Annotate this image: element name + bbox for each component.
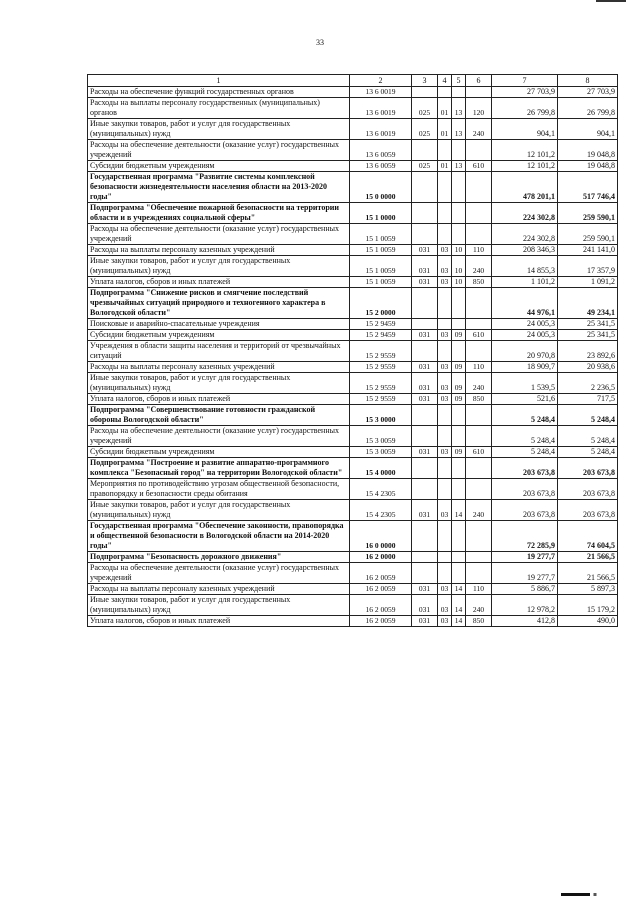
cell-c4: 03 [438,584,452,595]
cell-c5: 09 [452,362,466,373]
cell-code: 15 1 0059 [350,224,412,245]
cell-v8: 203 673,8 [558,458,618,479]
cell-v7: 20 970,8 [492,341,558,362]
cell-c5 [452,224,466,245]
table-row [88,172,618,203]
cell-c4 [438,479,452,500]
cell-c5 [452,458,466,479]
cell-c4: 03 [438,362,452,373]
cell-c6: 610 [466,330,492,341]
scan-bottom-mark [561,893,609,896]
cell-c6 [466,479,492,500]
cell-code: 15 3 0000 [350,405,412,426]
cell-c6: 240 [466,256,492,277]
cell-v8: 5 248,4 [558,447,618,458]
cell-c3: 025 [412,119,438,140]
cell-v8: 5 248,4 [558,405,618,426]
cell-code: 16 2 0059 [350,563,412,584]
cell-c3 [412,140,438,161]
table-row [88,341,618,362]
cell-c3: 031 [412,277,438,288]
cell-c4 [438,341,452,362]
cell-name: Расходы на обеспечение деятельности (оказание услуг) государственных учреждений [88,224,350,245]
table-row [88,224,618,245]
cell-c6: 850 [466,394,492,405]
cell-name: Расходы на выплаты персоналу казенных учреждений [88,245,350,256]
cell-code: 15 2 9559 [350,394,412,405]
cell-c5 [452,341,466,362]
table-row [88,447,618,458]
cell-c3: 031 [412,584,438,595]
cell-c3: 025 [412,161,438,172]
cell-code: 15 2 9559 [350,341,412,362]
cell-name: Расходы на обеспечение деятельности (оказание услуг) государственных учреждений [88,140,350,161]
cell-v7: 5 248,4 [492,405,558,426]
cell-code: 13 6 0019 [350,87,412,98]
cell-c5: 09 [452,394,466,405]
table-row [88,521,618,552]
cell-code: 15 4 2305 [350,479,412,500]
cell-v7: 26 799,8 [492,98,558,119]
cell-c5 [452,426,466,447]
cell-v7: 224 302,8 [492,203,558,224]
header-cell: 3 [412,75,438,87]
cell-code: 15 0 0000 [350,172,412,203]
table-row [88,616,618,627]
cell-v7: 24 005,3 [492,319,558,330]
cell-c3: 031 [412,447,438,458]
cell-v7: 27 703,9 [492,87,558,98]
cell-c3 [412,479,438,500]
cell-c3 [412,341,438,362]
cell-code: 15 1 0000 [350,203,412,224]
cell-c5: 14 [452,616,466,627]
cell-c6 [466,288,492,319]
cell-name: Субсидии бюджетным учреждениям [88,330,350,341]
cell-v7: 203 673,8 [492,458,558,479]
cell-c3 [412,521,438,552]
table-row [88,203,618,224]
scan-corner-mark [596,0,626,2]
table-row [88,394,618,405]
cell-c4 [438,288,452,319]
header-cell: 7 [492,75,558,87]
cell-v8: 259 590,1 [558,203,618,224]
cell-c5: 14 [452,500,466,521]
cell-c3 [412,426,438,447]
table-row [88,552,618,563]
table-row [88,500,618,521]
cell-code: 16 2 0000 [350,552,412,563]
cell-c6 [466,405,492,426]
cell-c5 [452,521,466,552]
cell-v7: 14 855,3 [492,256,558,277]
cell-c3 [412,552,438,563]
cell-c4: 03 [438,394,452,405]
table-header-row [88,75,618,87]
cell-c4 [438,319,452,330]
cell-c3: 031 [412,394,438,405]
cell-name: Расходы на обеспечение деятельности (оказание услуг) государственных учреждений [88,563,350,584]
cell-name: Государственная программа "Обеспечение законности, правопорядка и общественной безопасности в Вологодской области на 2014-2020 годы" [88,521,350,552]
cell-code: 16 2 0059 [350,584,412,595]
cell-c3: 031 [412,256,438,277]
cell-c4: 01 [438,161,452,172]
cell-c6 [466,552,492,563]
cell-c3: 031 [412,500,438,521]
cell-c6 [466,140,492,161]
table-row [88,245,618,256]
table-row [88,98,618,119]
cell-v8: 241 141,0 [558,245,618,256]
cell-v7: 5 248,4 [492,426,558,447]
cell-name: Расходы на выплаты персоналу казенных учреждений [88,362,350,373]
cell-v7: 208 346,3 [492,245,558,256]
table-row [88,405,618,426]
header-cell: 4 [438,75,452,87]
cell-c4 [438,140,452,161]
cell-c5: 09 [452,447,466,458]
cell-c6: 240 [466,500,492,521]
table-row [88,426,618,447]
cell-c6 [466,203,492,224]
cell-code: 15 2 9459 [350,330,412,341]
cell-v8: 15 179,2 [558,595,618,616]
cell-c6 [466,458,492,479]
cell-v8: 5 897,3 [558,584,618,595]
cell-v7: 12 101,2 [492,140,558,161]
cell-v8: 203 673,8 [558,500,618,521]
cell-v7: 203 673,8 [492,479,558,500]
cell-c4: 03 [438,447,452,458]
cell-c5 [452,479,466,500]
cell-c5: 13 [452,98,466,119]
cell-code: 15 2 9559 [350,362,412,373]
cell-v8: 490,0 [558,616,618,627]
cell-c6 [466,319,492,330]
cell-c6: 240 [466,119,492,140]
page-number: 33 [316,38,324,47]
cell-code: 15 2 0000 [350,288,412,319]
cell-name: Подпрограмма "Безопасность дорожного движения" [88,552,350,563]
cell-c4: 03 [438,245,452,256]
cell-v8: 26 799,8 [558,98,618,119]
cell-v8: 517 746,4 [558,172,618,203]
table-row [88,458,618,479]
cell-name: Подпрограмма "Снижение рисков и смягчение последствий чрезвычайных ситуаций природного и техногенного характера в Вологодской области" [88,288,350,319]
cell-code: 13 6 0059 [350,161,412,172]
header-cell: 8 [558,75,618,87]
cell-v7: 12 101,2 [492,161,558,172]
cell-v8: 259 590,1 [558,224,618,245]
cell-c5 [452,319,466,330]
cell-c4: 03 [438,256,452,277]
cell-c5 [452,405,466,426]
cell-v8: 19 048,8 [558,140,618,161]
cell-c3 [412,563,438,584]
cell-c6: 850 [466,277,492,288]
cell-c4: 03 [438,595,452,616]
cell-c4 [438,521,452,552]
cell-v8: 717,5 [558,394,618,405]
cell-c4: 03 [438,277,452,288]
cell-c3: 031 [412,245,438,256]
cell-c3 [412,405,438,426]
cell-c5: 13 [452,119,466,140]
cell-c5 [452,140,466,161]
cell-c5 [452,563,466,584]
cell-code: 15 2 9559 [350,373,412,394]
cell-c4 [438,87,452,98]
cell-name: Иные закупки товаров, работ и услуг для государственных (муниципальных) нужд [88,119,350,140]
cell-name: Подпрограмма "Совершенствование готовности гражданской обороны Вологодской области" [88,405,350,426]
cell-v8: 25 341,5 [558,319,618,330]
cell-c6 [466,426,492,447]
cell-v8: 27 703,9 [558,87,618,98]
cell-c6 [466,224,492,245]
cell-c5: 09 [452,373,466,394]
cell-code: 15 4 2305 [350,500,412,521]
cell-name: Иные закупки товаров, работ и услуг для государственных (муниципальных) нужд [88,256,350,277]
cell-code: 15 4 0000 [350,458,412,479]
cell-v8: 21 566,5 [558,563,618,584]
cell-c6: 610 [466,161,492,172]
cell-name: Уплата налогов, сборов и иных платежей [88,394,350,405]
cell-c5: 10 [452,245,466,256]
cell-v7: 521,6 [492,394,558,405]
cell-name: Субсидии бюджетным учреждениям [88,161,350,172]
cell-c3: 025 [412,98,438,119]
cell-c3: 031 [412,373,438,394]
cell-c3 [412,203,438,224]
cell-v7: 19 277,7 [492,552,558,563]
cell-v7: 24 005,3 [492,330,558,341]
table-row [88,479,618,500]
cell-name: Государственная программа "Развитие системы комплексной безопасности жизнедеятельности населения области на 2013-2020 годы" [88,172,350,203]
cell-c6: 850 [466,616,492,627]
cell-c4 [438,563,452,584]
cell-v7: 224 302,8 [492,224,558,245]
table-row [88,140,618,161]
cell-v7: 72 285,9 [492,521,558,552]
cell-name: Расходы на выплаты персоналу государственных (муниципальных) органов [88,98,350,119]
cell-v8: 49 234,1 [558,288,618,319]
cell-c4: 03 [438,500,452,521]
cell-c3: 031 [412,616,438,627]
cell-v7: 5 248,4 [492,447,558,458]
cell-name: Иные закупки товаров, работ и услуг для государственных (муниципальных) нужд [88,595,350,616]
cell-c6: 110 [466,584,492,595]
cell-c6 [466,563,492,584]
cell-v8: 74 604,5 [558,521,618,552]
cell-c4: 03 [438,373,452,394]
cell-c6 [466,172,492,203]
cell-code: 15 3 0059 [350,447,412,458]
cell-c6: 610 [466,447,492,458]
table-row [88,119,618,140]
header-cell: 2 [350,75,412,87]
cell-c5: 14 [452,595,466,616]
cell-c5 [452,552,466,563]
cell-code: 13 6 0019 [350,119,412,140]
cell-name: Расходы на обеспечение деятельности (оказание услуг) государственных учреждений [88,426,350,447]
cell-name: Субсидии бюджетным учреждениям [88,447,350,458]
cell-c6: 110 [466,362,492,373]
cell-code: 15 1 0059 [350,256,412,277]
cell-c6: 110 [466,245,492,256]
cell-c5 [452,203,466,224]
table-row [88,277,618,288]
cell-c4 [438,172,452,203]
cell-name: Уплата налогов, сборов и иных платежей [88,277,350,288]
cell-c4 [438,405,452,426]
cell-c6: 120 [466,98,492,119]
cell-c3: 031 [412,362,438,373]
cell-v8: 21 566,5 [558,552,618,563]
cell-c3 [412,319,438,330]
cell-c4 [438,552,452,563]
cell-name: Учреждения в области защиты населения и территорий от чрезвычайных ситуаций [88,341,350,362]
table-row [88,584,618,595]
cell-v7: 412,8 [492,616,558,627]
cell-v8: 203 673,8 [558,479,618,500]
cell-name: Иные закупки товаров, работ и услуг для государственных (муниципальных) нужд [88,373,350,394]
cell-c3: 031 [412,595,438,616]
table-row [88,87,618,98]
cell-c4 [438,203,452,224]
header-cell: 1 [88,75,350,87]
cell-name: Расходы на выплаты персоналу казенных учреждений [88,584,350,595]
cell-name: Подпрограмма "Построение и развитие аппаратно-программного комплекса "Безопасный город" на территории Вологодской области" [88,458,350,479]
cell-code: 16 2 0059 [350,595,412,616]
cell-c4: 01 [438,98,452,119]
cell-v7: 203 673,8 [492,500,558,521]
header-cell: 6 [466,75,492,87]
header-cell: 5 [452,75,466,87]
cell-v8: 904,1 [558,119,618,140]
cell-c6: 240 [466,595,492,616]
cell-v8: 23 892,6 [558,341,618,362]
cell-code: 16 2 0059 [350,616,412,627]
table-body [88,87,618,627]
table-row [88,319,618,330]
table-row [88,373,618,394]
table-row [88,362,618,373]
table-row [88,288,618,319]
cell-v8: 25 341,5 [558,330,618,341]
cell-code: 15 1 0059 [350,277,412,288]
cell-c3: 031 [412,330,438,341]
table-row [88,330,618,341]
cell-v8: 20 938,6 [558,362,618,373]
table-row [88,256,618,277]
cell-c5: 10 [452,277,466,288]
cell-v7: 1 539,5 [492,373,558,394]
cell-v7: 1 101,2 [492,277,558,288]
cell-c5: 09 [452,330,466,341]
cell-c5 [452,288,466,319]
cell-c4 [438,458,452,479]
cell-v7: 44 976,1 [492,288,558,319]
cell-v7: 5 886,7 [492,584,558,595]
cell-code: 13 6 0019 [350,98,412,119]
cell-c5: 14 [452,584,466,595]
cell-c5 [452,87,466,98]
cell-code: 15 2 9459 [350,319,412,330]
cell-v8: 1 091,2 [558,277,618,288]
cell-c6 [466,521,492,552]
cell-v7: 18 909,7 [492,362,558,373]
cell-name: Уплата налогов, сборов и иных платежей [88,616,350,627]
table-row [88,161,618,172]
cell-name: Расходы на обеспечение функций государственных органов [88,87,350,98]
cell-c5: 10 [452,256,466,277]
cell-v7: 19 277,7 [492,563,558,584]
cell-code: 15 3 0059 [350,426,412,447]
cell-v8: 19 048,8 [558,161,618,172]
cell-c6 [466,87,492,98]
table-row [88,563,618,584]
cell-c3 [412,224,438,245]
cell-v7: 904,1 [492,119,558,140]
cell-c4: 03 [438,330,452,341]
cell-c4: 01 [438,119,452,140]
cell-name: Иные закупки товаров, работ и услуг для государственных (муниципальных) нужд [88,500,350,521]
cell-code: 16 0 0000 [350,521,412,552]
cell-name: Поисковые и аварийно-спасательные учреждения [88,319,350,330]
cell-name: Мероприятия по противодействию угрозам общественной безопасности, правопорядку и безопасности среды обитания [88,479,350,500]
cell-v7: 478 201,1 [492,172,558,203]
cell-v8: 17 357,9 [558,256,618,277]
cell-c3 [412,458,438,479]
cell-c3 [412,87,438,98]
cell-v8: 2 236,5 [558,373,618,394]
cell-c5: 13 [452,161,466,172]
cell-c3 [412,172,438,203]
table-row [88,595,618,616]
cell-name: Подпрограмма "Обеспечение пожарной безопасности на территории области и в учреждениях социальной сферы" [88,203,350,224]
cell-c6: 240 [466,373,492,394]
cell-c4 [438,224,452,245]
cell-v7: 12 978,2 [492,595,558,616]
cell-code: 15 1 0059 [350,245,412,256]
cell-c5 [452,172,466,203]
cell-c4: 03 [438,616,452,627]
cell-c6 [466,341,492,362]
budget-table [87,74,618,627]
cell-v8: 5 248,4 [558,426,618,447]
cell-c4 [438,426,452,447]
cell-code: 13 6 0059 [350,140,412,161]
cell-c3 [412,288,438,319]
